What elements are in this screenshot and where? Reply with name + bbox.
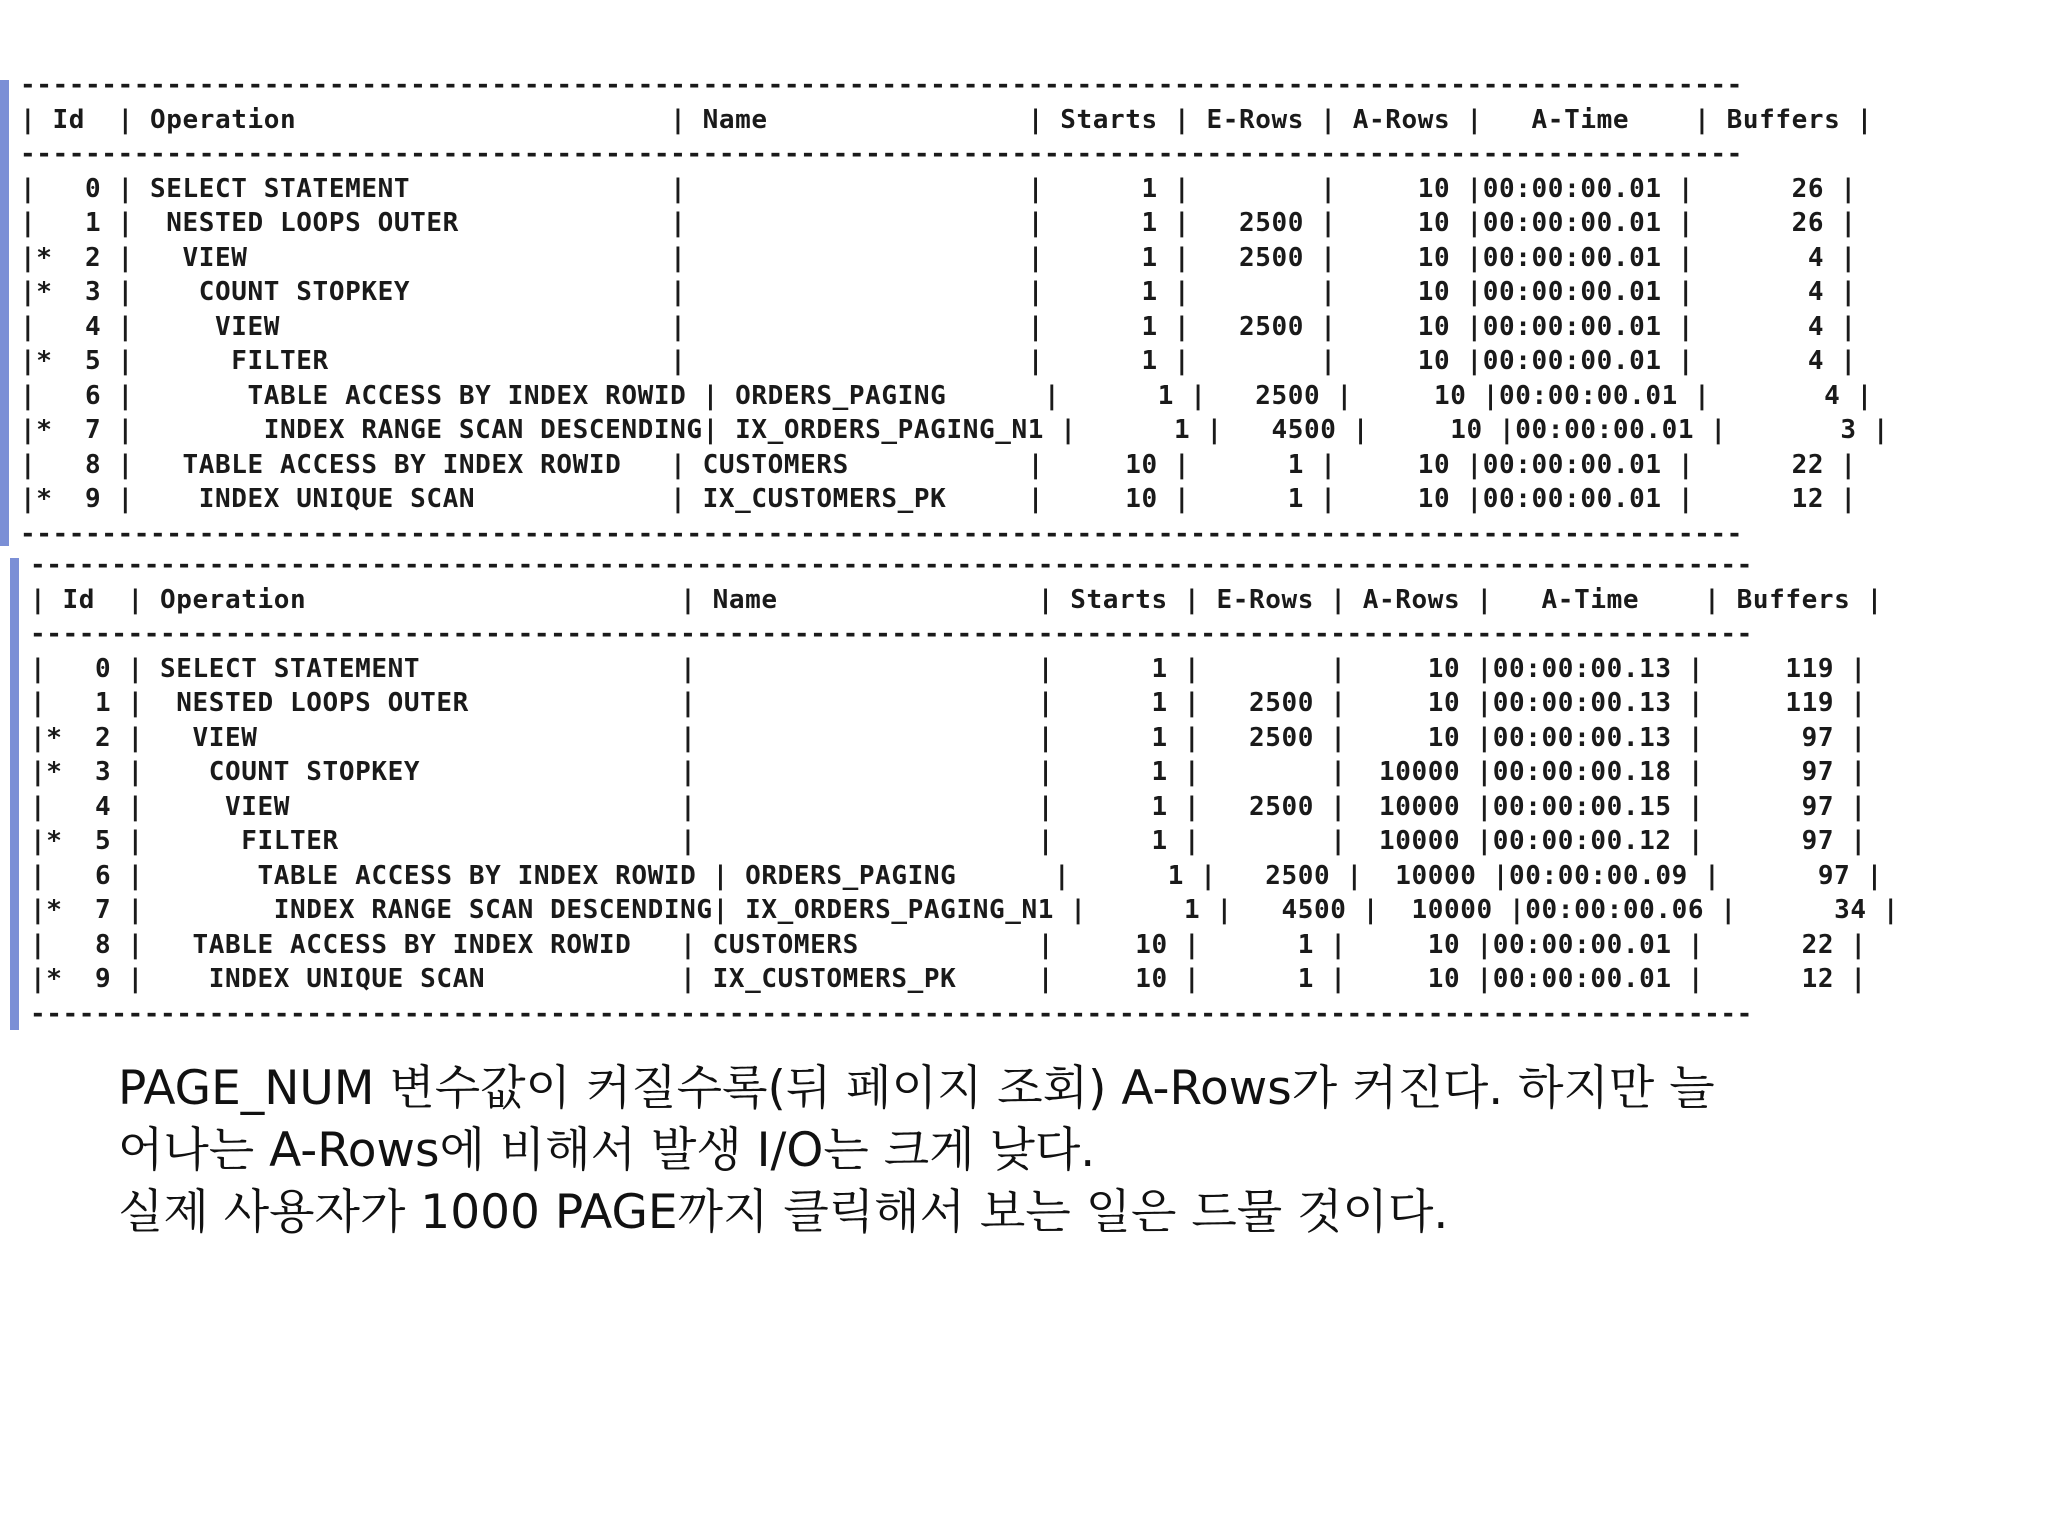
- plan-line: | 1 | NESTED LOOPS OUTER | | 1 | 2500 | 10 |00:00:00.13 | 119 |: [30, 688, 1867, 718]
- plan-text: [0, 68, 2020, 551]
- plan-line: ----------------------------------------------------------------------------------------------------------: [30, 619, 1753, 649]
- plan-line: |* 2 | VIEW | | 1 | 2500 | 10 |00:00:00.01 | 4 |: [20, 242, 1857, 273]
- plan-line: ----------------------------------------------------------------------------------------------------------: [20, 518, 1743, 549]
- plan-line: |* 7 | INDEX RANGE SCAN DESCENDING| IX_ORDERS_PAGING_N1 | 1 | 4500 | 10000 |00:00:00.06 | 34 |: [30, 895, 1900, 925]
- plan-line: |* 2 | VIEW | | 1 | 2500 | 10 |00:00:00.13 | 97 |: [30, 722, 1867, 753]
- caption-line: 어나는 A-Rows에 비해서 발생 I/O는 크게 낮다.: [118, 1123, 1096, 1178]
- plan-line: ----------------------------------------------------------------------------------------------------------: [30, 550, 1753, 580]
- plan-line: |* 9 | INDEX UNIQUE SCAN | IX_CUSTOMERS_PK | 10 | 1 | 10 |00:00:00.01 | 12 |: [20, 484, 1857, 514]
- plan-line: |* 5 | FILTER | | 1 | | 10 |00:00:00.01 | 4 |: [20, 346, 1857, 376]
- plan-line: | 0 | SELECT STATEMENT | | 1 | | 10 |00:00:00.01 | 26 |: [20, 173, 1857, 204]
- plan-line: | 6 | TABLE ACCESS BY INDEX ROWID | ORDERS_PAGING | 1 | 2500 | 10000 |00:00:00.09 | 97 |: [30, 860, 1883, 891]
- plan-line: | 1 | NESTED LOOPS OUTER | | 1 | 2500 | 10 |00:00:00.01 | 26 |: [20, 208, 1857, 238]
- plan-line: ----------------------------------------------------------------------------------------------------------: [20, 139, 1743, 169]
- plan-line: | 8 | TABLE ACCESS BY INDEX ROWID | CUSTOMERS | 10 | 1 | 10 |00:00:00.01 | 22 |: [20, 449, 1857, 480]
- plan-text: [10, 548, 2030, 1031]
- plan-line: | 6 | TABLE ACCESS BY INDEX ROWID | ORDERS_PAGING | 1 | 2500 | 10 |00:00:00.01 | 4 |: [20, 380, 1873, 411]
- caption-line: PAGE_NUM 변수값이 커질수록(뒤 페이지 조회) A-Rows가 커진다. 하지만 늘: [118, 1061, 1715, 1116]
- plan-line: | 4 | VIEW | | 1 | 2500 | 10000 |00:00:00.15 | 97 |: [30, 791, 1867, 822]
- plan-line: ----------------------------------------------------------------------------------------------------------: [30, 998, 1753, 1029]
- plan-line: | Id | Operation | Name | Starts | E-Rows | A-Rows | A-Time | Buffers |: [20, 104, 1873, 135]
- plan-line: |* 3 | COUNT STOPKEY | | 1 | | 10000 |00:00:00.18 | 97 |: [30, 757, 1867, 787]
- explanation-caption: [118, 1058, 1998, 1244]
- plan-line: |* 7 | INDEX RANGE SCAN DESCENDING| IX_ORDERS_PAGING_N1 | 1 | 4500 | 10 |00:00:00.01 | 3 |: [20, 415, 1890, 445]
- execution-plan-page1: [0, 68, 2020, 551]
- plan-line: | Id | Operation | Name | Starts | E-Rows | A-Rows | A-Time | Buffers |: [30, 584, 1883, 615]
- plan-line: |* 3 | COUNT STOPKEY | | 1 | | 10 |00:00:00.01 | 4 |: [20, 277, 1857, 307]
- plan-accent-bar: [10, 558, 19, 1030]
- plan-line: ----------------------------------------------------------------------------------------------------------: [20, 70, 1743, 100]
- plan-accent-bar: [0, 80, 9, 546]
- execution-plan-page1000: [10, 548, 2030, 1031]
- plan-line: | 8 | TABLE ACCESS BY INDEX ROWID | CUSTOMERS | 10 | 1 | 10 |00:00:00.01 | 22 |: [30, 929, 1867, 960]
- plan-line: | 0 | SELECT STATEMENT | | 1 | | 10 |00:00:00.13 | 119 |: [30, 653, 1867, 684]
- plan-line: | 4 | VIEW | | 1 | 2500 | 10 |00:00:00.01 | 4 |: [20, 311, 1857, 342]
- caption-line: 실제 사용자가 1000 PAGE까지 클릭해서 보는 일은 드물 것이다.: [118, 1185, 1449, 1240]
- plan-line: |* 9 | INDEX UNIQUE SCAN | IX_CUSTOMERS_PK | 10 | 1 | 10 |00:00:00.01 | 12 |: [30, 964, 1867, 994]
- plan-line: |* 5 | FILTER | | 1 | | 10000 |00:00:00.12 | 97 |: [30, 826, 1867, 856]
